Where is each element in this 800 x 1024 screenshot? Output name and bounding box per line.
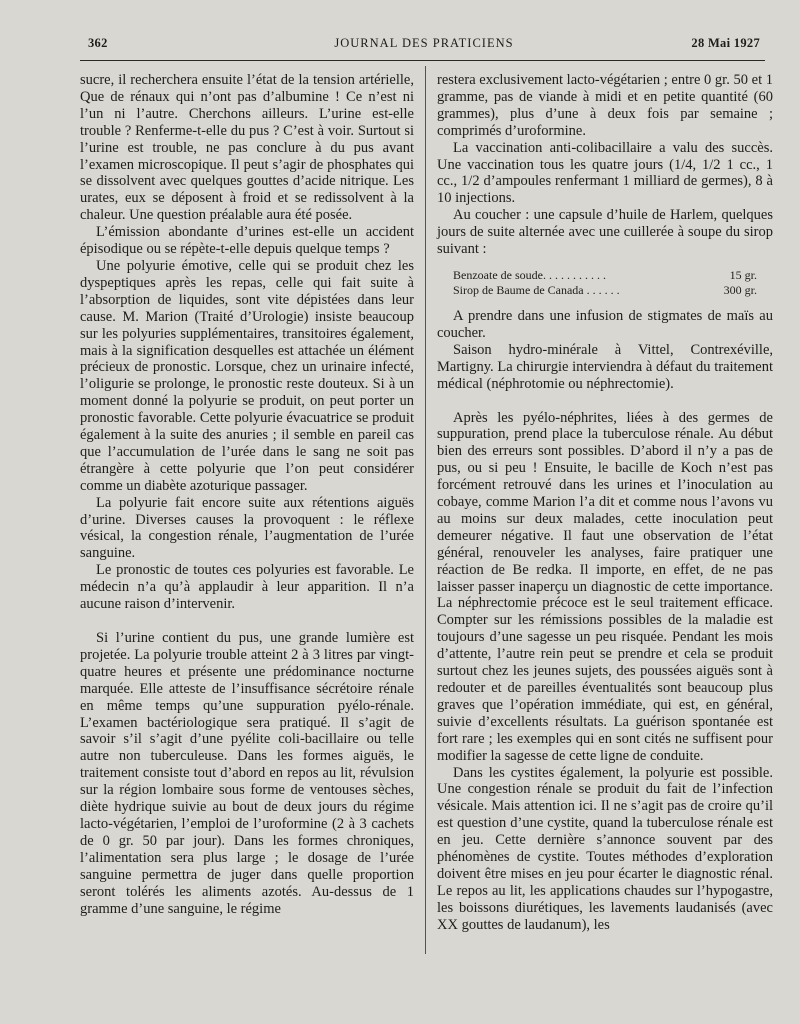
paragraph: L’émission abondante d’urines est-elle un accident épisodique ou se répète-t-elle depuis quelque temps ?: [80, 224, 414, 258]
paragraph: sucre, il recherchera ensuite l’état de la tension artérielle, Que de rénaux qui n’ont pas d’albumine ! Ce n’est ni l’un ni l’autre. Cherchons ailleurs. L’urine est-elle trouble ? Renferme-t-elle du pus ? C’est à voir. Surtout si l’urine est trouble, ne pas conclure à du pus avant l’examen microscopique. Il peut s’agir de phosphates qui se dissolvent avec quelques gouttes d’acide nitrique. Les urates, eux se déposent à froid et se redissolvent à la chaleur. Une question préalable aura été posée.: [80, 72, 414, 224]
paragraph: La vaccination anti-colibacillaire a valu des succès. Une vaccination tous les quatre jours (1/4, 1/2 1 cc., 1 cc., 1/2 d’ampoules renfermant 1 milliard de germes), 8 à 10 injections.: [437, 139, 773, 207]
paragraph: Après les pyélo-néphrites, liées à des germes de suppuration, prend place la tuberculose rénale. Au début bien des erreurs sont possibles. D’abord il n’y a pas de pus, ou si peu ! Ensuite, le bacille de Koch n’est pas forcément retrouvé dans les urines et l’inoculation au cobaye, comme Marion l’a dit et comme nous l’avons vu au moins sur deux malades, cette inoculation peut demeurer négative. Il faut une observation de l’état général, renouveler les analyses, faire pratiquer une réaction de Be redka. Il importe, en effet, de ne pas laisser passer inaperçu un diagnostic de cette importance. La néphrectomie précoce est le seul traitement efficace. Compter sur les rémissions possibles de la maladie est toujours d’une sagesse un peu risquée. Pendant les mois d’attente, l’autre rein peut se prendre et cela se produit surtout chez les jeunes sujets, des poussées aiguës sont à redouter et de pareilles éventualités sont beaucoup plus graves que l’opération immédiate, qui est, en général, suivie d’excellents résultats. La guérison spontanée est fort rare ; les exemples qui en sont cités ne suffisent pour modifier la sagesse de cette ligne de conduite.: [437, 409, 773, 764]
paragraph: Le pronostic de toutes ces polyuries est favorable. Le médecin n’a qu’à applaudir à leur apparition. Il n’a aucune raison d’intervenir.: [80, 562, 414, 613]
column-divider: [425, 66, 426, 954]
prescription-table: [453, 268, 773, 298]
issue-date: 28 Mai 1927: [691, 36, 760, 50]
left-column: [80, 72, 414, 917]
paragraph: La polyurie fait encore suite aux rétentions aiguës d’urine. Diverses causes la provoquent : le réflexe vésical, la congestion rénale, l’augmentation de l’urée sanguine.: [80, 494, 414, 562]
paragraph: Si l’urine contient du pus, une grande lumière est projetée. La polyurie trouble atteint 2 à 3 litres par vingt-quatre heures et présente une prédominance nocturne marquée. Elle atteste de l’insuffisance sécrétoire rénale en même temps qu’une suppuration pyélo-rénale. L’examen bactériologique sera pratiqué. Il s’agit de savoir s’il s’agit d’une pyélite coli-bacillaire ou telle autre non tuberculeuse. Dans les formes aiguës, le traitement consiste tout d’abord en repos au lit, révulsion sur la région lombaire sous forme de ventouses sèches, diète hydrique suivie au bout de deux jours du régime lacto-végétarien, l’emploi de l’uroformine (2 à 3 cachets de 0 gr. 50 par jour). Dans les formes chroniques, l’alimentation sera plus large ; le dosage de l’urée sanguine permettra de juger dans quelle proportion seront tolérés les aliments azotés. Au-dessus de 1 gramme d’une sanguine, le régime: [80, 630, 414, 917]
prescription-row: [453, 268, 773, 283]
prescription-row: [453, 283, 773, 298]
paragraph: A prendre dans une infusion de stigmates de maïs au coucher.: [437, 307, 773, 341]
paragraph: restera exclusivement lacto-végétarien ; entre 0 gr. 50 et 1 gramme, pas de viande à midi et en petite quantité (60 grammes), plus d’une à deux fois par semaine ; comprimés d’uroformine.: [437, 72, 773, 139]
journal-title: JOURNAL DES PRATICIENS: [334, 36, 514, 50]
ingredient-name: Benzoate de soude. . . . . . . . . . .: [453, 267, 606, 282]
right-column: [437, 72, 773, 934]
ingredient-name: Sirop de Baume de Canada . . . . . .: [453, 282, 620, 297]
paragraph: Saison hydro-minérale à Vittel, Contrexéville, Martigny. La chirurgie interviendra à défaut du traitement médical (néphrotomie ou néphrectomie).: [437, 341, 773, 392]
paragraph: Une polyurie émotive, celle qui se produit chez les dyspeptiques après les repas, celle qui fait suite à l’absorption de liquides, sont vite dépistées dans leur cause. M. Marion (Traité d’Urologie) insiste beaucoup sur les polyuries supplémentaires, transitoires également, mais à la signification desquelles est attachée un élément précieux de pronostic. Lorsque, chez un urinaire infecté, l’oligurie se prolonge, le pronostic reste douteux. Si à un moment donné la polyurie se produit, on peut porter un pronostic favorable. Cette polyurie évacuatrice se produit également à la suite des anuries ; il semble en pareil cas que l’accumulation de l’urée dans le sang ne soit pas étrangère à cette polyurie que l’on peut considérer comme un diabète azoturique passager.: [80, 257, 414, 494]
page-header: [88, 36, 760, 56]
ingredient-quantity: 15 gr.: [729, 267, 757, 282]
header-rule: [80, 60, 765, 61]
page-number: 362: [88, 36, 108, 50]
paragraph: Au coucher : une capsule d’huile de Harlem, quelques jours de suite alternée avec une cuillerée à soupe du sirop suivant :: [437, 207, 773, 258]
ingredient-quantity: 300 gr.: [723, 282, 757, 297]
paragraph: Dans les cystites également, la polyurie est possible. Une congestion rénale se produit du fait de l’infection vésicale. Mais attention ici. Il ne s’agit pas de croire qu’il est question d’une cystite, quand la tuberculose rénale est en jeu. Cette dernière s’annonce souvent par des phénomènes de cystite. Toutes méthodes d’exploration doivent être mises en jeu pour écarter le diagnostic rénal. Le repos au lit, les applications chaudes sur l’hypogastre, les boissons diurétiques, les lavements laudanisés (avec XX gouttes de laudanum), les: [437, 764, 773, 933]
